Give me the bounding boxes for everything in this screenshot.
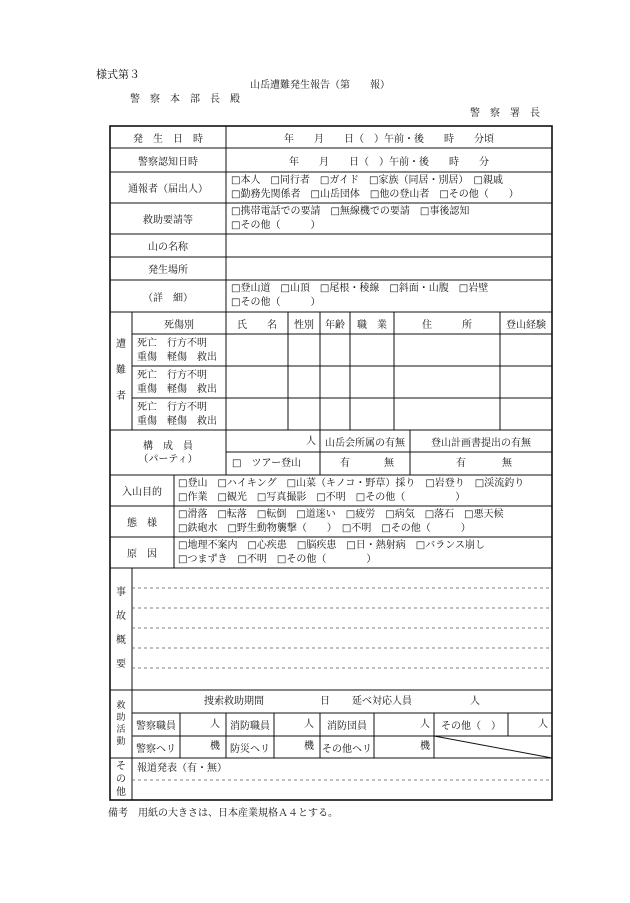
club-yes[interactable]: 有: [340, 458, 350, 469]
mountain-label: 山の名称: [148, 242, 188, 253]
request-options-1[interactable]: □携帯電話での要請 □無線機での要請 □事後認知: [231, 206, 470, 217]
form-number: 様式第３: [96, 68, 140, 81]
plan-submission-label: 登山計画書提出の有無: [431, 437, 531, 449]
rescue-side-label: 救 助 活 動: [116, 701, 126, 747]
victim-header-name: 氏 名: [237, 319, 277, 331]
disaster-heli-unit: 機: [304, 741, 314, 752]
victim-row-1-status-1[interactable]: 死亡 行方不明: [137, 338, 207, 349]
victim-row-2-status-2[interactable]: 重傷 軽傷 救出: [137, 384, 217, 395]
party-label: 構 成 員 （パーティ）: [138, 440, 198, 465]
mountain-field[interactable]: [226, 234, 552, 257]
disaster-heli-label: 防災ヘリ: [230, 743, 270, 755]
victim-row-1-status-2[interactable]: 重傷 軽傷 救出: [137, 352, 217, 363]
victims-side-label: 遭 難 者: [116, 339, 126, 402]
rescue-total-label: 延べ対応人員: [352, 696, 412, 707]
rescue-total-unit: 人: [470, 696, 480, 707]
party-unit: 人: [306, 436, 316, 447]
victim-header-job: 職 業: [357, 319, 387, 331]
other-side-label: そ の 他: [116, 760, 126, 798]
victim-row-3-status-2[interactable]: 重傷 軽傷 救出: [137, 416, 217, 427]
form-title: 山岳遭難発生報告（第 報）: [250, 80, 390, 91]
mode-options-1[interactable]: □滑落 □転落 □転倒 □道迷い □疲労 □病気 □落石 □悪天候: [178, 509, 504, 520]
other-heli-unit: 機: [420, 741, 430, 752]
occurrence-value[interactable]: 年 月 日（ ）午前・後 時 分頃: [284, 133, 494, 145]
fire-staff-unit: 人: [304, 719, 314, 730]
purpose-options-2[interactable]: □作業 □観光 □写真撮影 □不明 □その他（ ）: [178, 492, 466, 503]
place-label: 発生場所: [148, 265, 188, 276]
detail-label: （詳 細）: [143, 292, 193, 304]
rescue-period-label: 捜索救助期間: [204, 696, 264, 707]
other-staff-label: その他（ ）: [441, 721, 501, 732]
victim-header-age: 年齢: [325, 319, 345, 331]
victim-header-sex: 性別: [294, 319, 314, 331]
party-tour-option[interactable]: □ ツアー登山: [232, 458, 302, 469]
fire-staff-label: 消防職員: [230, 721, 270, 732]
plan-no[interactable]: 無: [502, 458, 512, 469]
victim-row-2-status-1[interactable]: 死亡 行方不明: [137, 370, 207, 381]
press-release-option[interactable]: 報道発表（有・無）: [137, 763, 227, 774]
reporter-options-1[interactable]: □本人 □同行者 □ガイド □家族（同居・別居） □親戚: [231, 175, 503, 186]
club-no[interactable]: 無: [384, 458, 394, 469]
recognition-value[interactable]: 年 月 日（ ）午前・後 時 分: [289, 156, 489, 168]
recognition-label: 警察認知日時: [138, 156, 198, 168]
mode-options-2[interactable]: □鉄砲水 □野生動物襲撃（ ） □不明 □その他（ ）: [178, 523, 471, 534]
summary-text-area[interactable]: [132, 568, 552, 690]
remark-note: 備考 用紙の大きさは、日本産業規格Ａ４とする。: [108, 808, 338, 819]
victim-header-address: 住 所: [422, 319, 472, 331]
detail-options-1[interactable]: □登山道 □山頂 □尾根・稜線 □斜面・山腹 □岩壁: [231, 283, 489, 294]
purpose-label: 入山目的: [122, 487, 162, 498]
reporter-options-2[interactable]: □勤務先関係者 □山岳団体 □他の登山者 □その他（ ）: [231, 189, 519, 200]
purpose-options-1[interactable]: □登山 □ハイキング □山菜（キノコ・野草）採り □岩登り □渓流釣り: [178, 478, 525, 489]
victim-header-status: 死傷別: [164, 319, 194, 331]
victim-row-3-status-1[interactable]: 死亡 行方不明: [137, 402, 207, 413]
sender: 警 察 署 長: [470, 108, 540, 119]
occurrence-label: 発 生 日 時: [133, 133, 203, 145]
rescue-period-unit: 日: [320, 696, 330, 707]
request-label: 救助要請等: [143, 215, 193, 226]
cause-label: 原 因: [127, 549, 157, 560]
mode-label: 態 様: [127, 518, 157, 529]
police-staff-label: 警察職員: [136, 721, 176, 732]
addressee: 警 察 本 部 長 殿: [130, 94, 240, 105]
other-heli-label: その他ヘリ: [322, 743, 372, 755]
fire-corps-label: 消防団員: [327, 721, 367, 732]
summary-side-label: 事 故 概 要: [116, 587, 126, 670]
other-staff-unit: 人: [538, 719, 548, 730]
fire-corps-unit: 人: [420, 719, 430, 730]
cause-options-1[interactable]: □地理不案内 □心疾患 □脳疾患 □日・熱射病 □バランス崩し: [178, 540, 485, 551]
reporter-label: 通報者（届出人）: [128, 184, 208, 195]
victim-header-experience: 登山経験: [506, 319, 546, 331]
police-staff-unit: 人: [210, 719, 220, 730]
detail-options-2[interactable]: □その他（ ）: [231, 297, 321, 308]
police-heli-label: 警察ヘリ: [136, 743, 176, 755]
cause-options-2[interactable]: □つまずき □不明 □その他（ ）: [178, 554, 377, 565]
club-membership-label: 山岳会所属の有無: [325, 437, 405, 449]
police-heli-unit: 機: [210, 741, 220, 752]
plan-yes[interactable]: 有: [456, 458, 466, 469]
place-field[interactable]: [226, 257, 552, 280]
request-options-2[interactable]: □その他（ ）: [231, 220, 321, 231]
